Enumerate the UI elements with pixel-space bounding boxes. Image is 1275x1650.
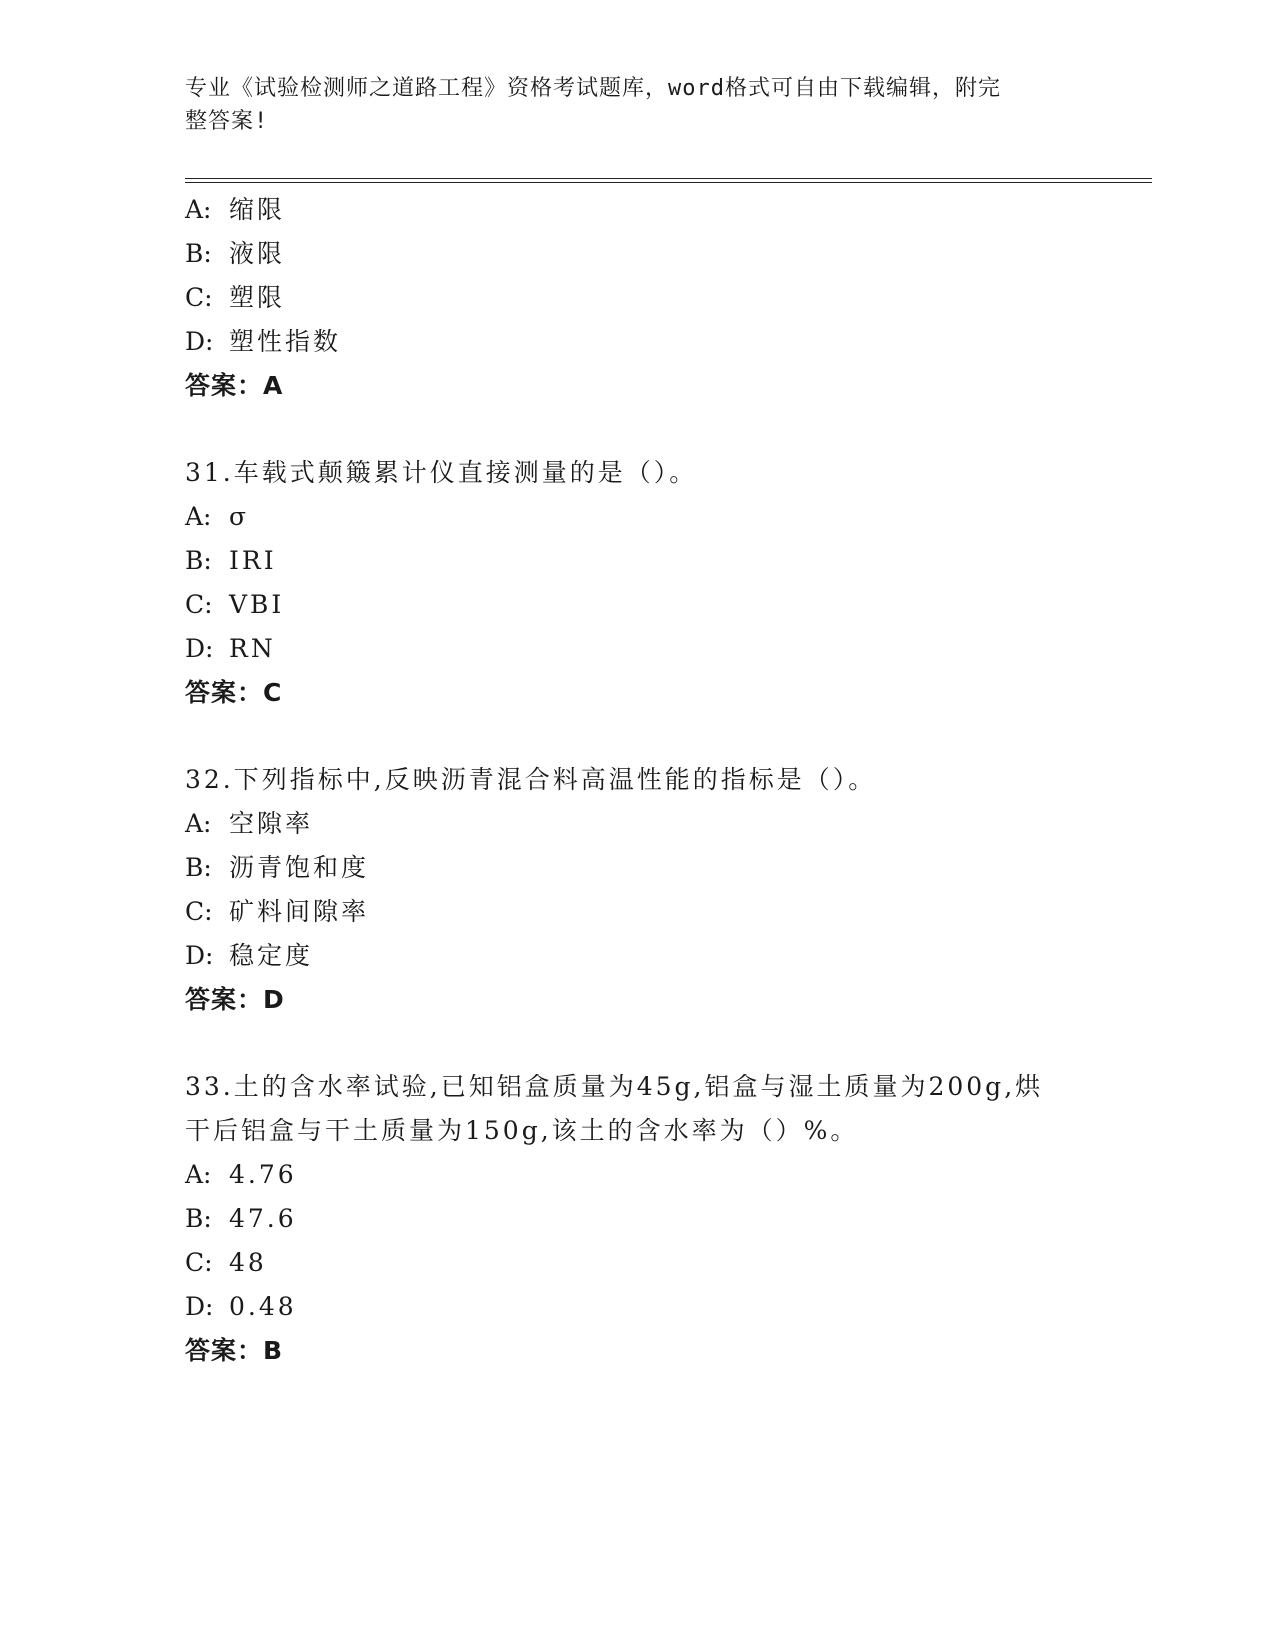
- q33-option-c: C: 48: [185, 1248, 267, 1277]
- q32-question: 32.下列指标中,反映沥青混合料高温性能的指标是（）。: [185, 765, 877, 794]
- header-line-1: 专业《试验检测师之道路工程》资格考试题库，word格式可自由下载编辑，附完: [185, 76, 1001, 101]
- q30-option-d: D: 塑性指数: [185, 327, 342, 356]
- q33-question-line-1: 33.土的含水率试验,已知铝盒质量为45g,铝盒与湿土质量为200g,烘: [185, 1072, 1044, 1101]
- q32-option-a: A: 空隙率: [185, 809, 314, 838]
- q33-answer: 答案：B: [185, 1336, 284, 1365]
- q30-option-b: B: 液限: [185, 239, 286, 268]
- document-header: [185, 72, 1065, 138]
- q32-option-b: B: 沥青饱和度: [185, 853, 370, 882]
- header-divider: [185, 178, 1152, 183]
- q30-option-a: A: 缩限: [185, 195, 286, 224]
- q33-option-b: B: 47.6: [185, 1204, 297, 1233]
- q31-question: 31.车载式颠簸累计仪直接测量的是（）。: [185, 458, 698, 487]
- header-line-2: 整答案!: [185, 109, 269, 134]
- q33-option-a: A: 4.76: [185, 1160, 297, 1189]
- q32-option-c: C: 矿料间隙率: [185, 897, 370, 926]
- q33-option-d: D: 0.48: [185, 1292, 297, 1321]
- q32-option-d: D: 稳定度: [185, 941, 314, 970]
- q31-option-b: B: IRI: [185, 546, 277, 575]
- q31-option-c: C: VBI: [185, 590, 285, 619]
- q31-answer: 答案：C: [185, 678, 283, 707]
- q33-question-line-2: 干后铝盒与干土质量为150g,该土的含水率为（）%。: [185, 1116, 859, 1145]
- q30-answer: 答案：A: [185, 371, 284, 400]
- q31-option-a: A: σ: [185, 502, 250, 531]
- q30-option-c: C: 塑限: [185, 283, 286, 312]
- q31-option-d: D: RN: [185, 634, 276, 663]
- q32-answer: 答案：D: [185, 985, 285, 1014]
